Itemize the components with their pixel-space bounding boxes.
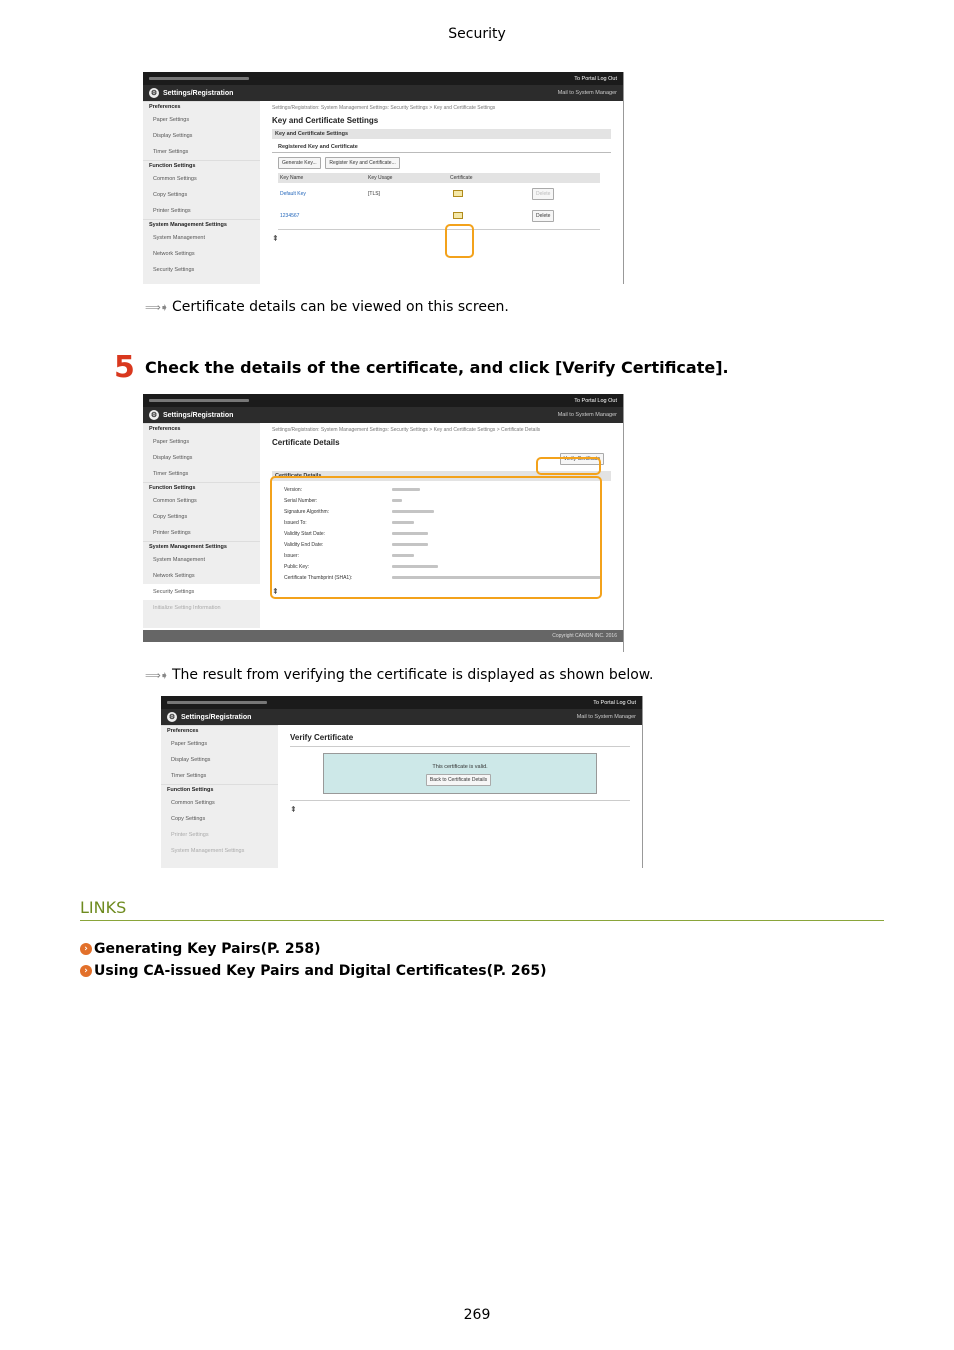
field-label: Validity Start Date: (284, 530, 326, 537)
field-label: Certificate Thumbprint (SHA1): (284, 574, 353, 581)
certificate-icon[interactable] (453, 212, 463, 219)
sidebar-group: System Management Settings (143, 541, 260, 552)
link-item[interactable] (80, 963, 547, 979)
sidebar-item[interactable]: Network Settings (153, 251, 195, 257)
sidebar-item[interactable]: Common Settings (153, 498, 197, 504)
table-row (278, 183, 600, 205)
table-row (278, 205, 600, 227)
links-heading: LINKS (80, 898, 127, 917)
details-highlight (270, 476, 602, 599)
top-links[interactable]: To Portal Log Out (574, 75, 617, 82)
generate-key-button[interactable]: Generate Key... (278, 157, 321, 169)
screenshot-verify-certificate (161, 696, 643, 868)
link-arrow-icon: › (80, 943, 92, 955)
title-bar (161, 709, 642, 725)
verification-result-box (323, 753, 597, 794)
running-header: Security (448, 26, 506, 42)
key-usage: [TLS] (368, 191, 380, 197)
result-arrow-icon: ⟹➧ (145, 300, 168, 314)
sidebar-item[interactable]: Display Settings (153, 455, 193, 461)
page-top-icon[interactable]: ⇞ (272, 587, 279, 596)
sidebar-group: System Management Settings (143, 219, 260, 230)
main-panel (260, 101, 623, 284)
page-title: Key and Certificate Settings (272, 116, 379, 125)
field-label: Validity End Date: (284, 541, 324, 548)
key-name-link[interactable]: Default Key (280, 191, 306, 197)
breadcrumb: Settings/Registration: System Management Settings: Security Settings > Key and Certificate Settings (272, 105, 496, 111)
device-name-blurred (149, 399, 249, 402)
sidebar-item[interactable]: Initialize Setting Information (153, 605, 221, 611)
note-text: Certificate details can be viewed on this screen. (172, 299, 509, 315)
delete-button-disabled: Delete (532, 188, 554, 200)
key-usage (366, 205, 448, 227)
key-table (278, 173, 600, 227)
title-bar (143, 85, 623, 101)
col-key-name: Key Name (278, 173, 366, 183)
sidebar-group: Preferences (143, 423, 260, 434)
field-label: Public Key: (284, 563, 310, 570)
main-panel (278, 725, 642, 868)
step-instruction: Check the details of the certificate, and click [Verify Certificate]. (145, 358, 729, 377)
sidebar-group: Preferences (161, 725, 278, 736)
result-note (145, 299, 509, 315)
note-text: The result from verifying the certificate is displayed as shown below. (172, 667, 654, 683)
sidebar (143, 423, 260, 628)
back-to-details-button[interactable]: Back to Certificate Details (426, 774, 491, 786)
field-label: Issued To: (284, 519, 307, 526)
app-title: Settings/Registration (163, 411, 234, 419)
link-item[interactable] (80, 941, 321, 957)
sidebar-item[interactable]: Copy Settings (153, 514, 188, 520)
mail-link[interactable]: Mail to System Manager (557, 412, 617, 418)
mail-link[interactable]: Mail to System Manager (557, 90, 617, 96)
main-panel (260, 423, 623, 628)
screenshot-certificate-details (143, 394, 624, 652)
settings-gear-icon: ⚙ (168, 714, 176, 721)
certificate-icon[interactable] (453, 190, 463, 197)
verify-button-highlight (536, 457, 601, 475)
sidebar-item[interactable]: System Management (153, 235, 205, 241)
top-bar (143, 394, 623, 407)
page-number: 269 (463, 1307, 491, 1323)
link-text[interactable]: Using CA-issued Key Pairs and Digital Certificates(P. 265) (94, 963, 547, 979)
title-bar (143, 407, 623, 423)
result-arrow-icon: ⟹➧ (145, 668, 168, 682)
sidebar-item[interactable]: Timer Settings (153, 149, 189, 155)
divider (290, 800, 630, 801)
sidebar-item[interactable]: Paper Settings (153, 117, 190, 123)
sidebar-item[interactable]: Display Settings (171, 757, 211, 763)
page-title: Certificate Details (272, 438, 340, 447)
top-bar (143, 72, 623, 85)
section-header: Key and Certificate Settings (272, 129, 611, 139)
device-name-blurred (167, 701, 267, 704)
sidebar-item[interactable]: System Management Settings (171, 848, 245, 854)
step-number: 5 (114, 350, 135, 385)
page-top-icon[interactable]: ⇞ (290, 805, 297, 814)
sidebar-group: Function Settings (161, 784, 278, 795)
sidebar-item[interactable]: Timer Settings (171, 773, 207, 779)
page-title: Verify Certificate (290, 733, 354, 742)
divider (290, 746, 630, 747)
col-key-usage: Key Usage (366, 173, 448, 183)
col-certificate: Certificate (448, 173, 530, 183)
sidebar-group: Preferences (143, 101, 260, 112)
settings-gear-icon: ⚙ (150, 90, 158, 97)
delete-button[interactable]: Delete (532, 210, 554, 222)
field-label: Version: (284, 486, 303, 493)
sidebar-item[interactable]: Printer Settings (171, 832, 209, 838)
mail-link[interactable]: Mail to System Manager (576, 714, 636, 720)
sidebar-item[interactable]: Printer Settings (153, 208, 191, 214)
sidebar-item[interactable]: Copy Settings (153, 192, 188, 198)
top-links[interactable]: To Portal Log Out (574, 397, 617, 404)
sidebar (161, 725, 278, 868)
step-5 (114, 350, 729, 385)
sidebar-item[interactable]: Copy Settings (171, 816, 206, 822)
sidebar-group: Function Settings (143, 482, 260, 493)
copyright-footer: Copyright CANON INC. 2016 (143, 630, 623, 642)
link-text[interactable]: Generating Key Pairs(P. 258) (94, 941, 321, 957)
result-note (145, 667, 653, 683)
divider (278, 229, 600, 230)
sidebar (143, 101, 260, 284)
app-title: Settings/Registration (181, 713, 252, 721)
sidebar-item[interactable]: Security Settings (143, 584, 260, 600)
section-header: Certificate Details (272, 471, 611, 481)
app-title: Settings/Registration (163, 89, 234, 97)
register-key-button[interactable]: Register Key and Certificate... (325, 157, 399, 169)
sidebar-item[interactable]: Network Settings (153, 573, 195, 579)
sidebar-item[interactable]: System Management (153, 557, 205, 563)
sidebar-item[interactable]: Common Settings (153, 176, 197, 182)
sidebar-item[interactable]: Common Settings (171, 800, 215, 806)
device-name-blurred (149, 77, 249, 80)
screenshot-key-certificate-settings (143, 72, 624, 284)
field-label: Signature Algorithm: (284, 508, 330, 515)
settings-gear-icon: ⚙ (150, 412, 158, 419)
subsection-header: Registered Key and Certificate (272, 142, 611, 153)
sidebar-item[interactable]: Timer Settings (153, 471, 189, 477)
links-divider (80, 920, 884, 921)
field-label: Serial Number: (284, 497, 318, 504)
sidebar-item[interactable]: Paper Settings (153, 439, 190, 445)
key-name-link[interactable]: 1234567 (280, 213, 300, 219)
verification-message: This certificate is valid. (432, 764, 488, 770)
verify-certificate-button[interactable]: Verify Certificate (560, 453, 604, 465)
certificate-highlight (445, 224, 474, 258)
top-bar (161, 696, 642, 709)
sidebar-item[interactable]: Display Settings (153, 133, 193, 139)
top-links[interactable]: To Portal Log Out (593, 699, 636, 706)
sidebar-item[interactable]: Paper Settings (171, 741, 208, 747)
sidebar-group: Function Settings (143, 160, 260, 171)
sidebar-item[interactable]: Printer Settings (153, 530, 191, 536)
link-arrow-icon: › (80, 965, 92, 977)
field-label: Issuer: (284, 552, 300, 559)
page-top-icon[interactable]: ⇞ (272, 234, 279, 243)
breadcrumb: Settings/Registration: System Management Settings: Security Settings > Key and Certificate Settings > Certificate Details (272, 427, 541, 433)
sidebar-item[interactable]: Security Settings (153, 267, 195, 273)
